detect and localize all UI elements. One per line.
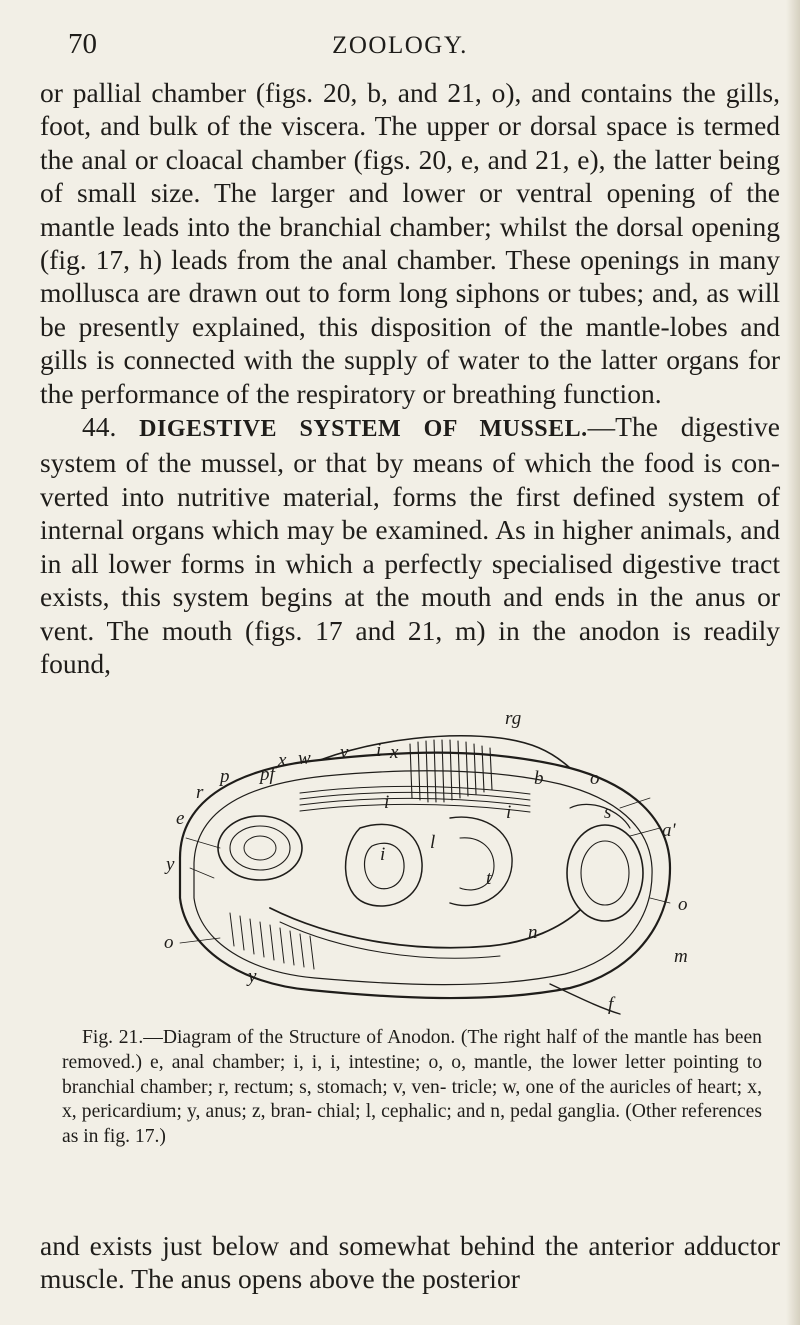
figure-label: p (220, 766, 230, 787)
text-line: organs for the performance of the respiratory or breathing (40, 344, 781, 409)
section-heading: DIGESTIVE SYSTEM OF MUSSEL. (139, 416, 588, 443)
text-line: perfectly specialised digestive tract exists, this system (40, 547, 781, 613)
running-head: ZOOLOGY. (332, 32, 468, 59)
text-line: drawn out to form long siphons or tubes; and, as will be (40, 277, 781, 342)
figure-label: rg (505, 708, 522, 729)
caption-line: tricle; w, one of the auricles of heart; x, x, pericardium; y, anus; z, bran- (62, 1076, 762, 1123)
text-line: function. (563, 377, 662, 409)
text-line: system of internal organs which may be examined. As (40, 480, 780, 546)
figure-label: r (196, 782, 204, 803)
text-line: or ventral opening of the mantle leads into the branchial (40, 177, 781, 242)
caption-line: lower letter pointing to branchial chamber; r, rectum; s, stomach; v, ven- (62, 1051, 762, 1098)
figure-label: pf (260, 764, 275, 785)
text-line: begins at the mouth and ends in the anus or vent. The (40, 581, 781, 646)
text-line: 21, e), the latter being of small size. The larger and lower (40, 143, 781, 209)
text-line: gills, foot, and bulk of the viscera. The upper or dorsal (40, 77, 781, 142)
text-line: adductor muscle. The anus opens above the posterior (40, 1230, 781, 1295)
figure-label: x (390, 742, 399, 763)
figure-label: i (384, 792, 390, 813)
caption-line: Fig. 21.—Diagram of the Structure of Anodon. (The right half of the mantle (82, 1027, 688, 1048)
caption-line: has been removed.) e, anal chamber; i, i, i, intestine; o, o, mantle, the (62, 1027, 762, 1073)
page-header (40, 28, 760, 68)
figure-label: t (486, 868, 492, 889)
figure-label: n (528, 922, 538, 943)
text-line: space is termed the anal or cloacal chamber (figs. 20, e, and (40, 110, 781, 175)
text-line: verted into nutritive material, forms the first defined (40, 480, 656, 512)
figure-label: x (278, 750, 287, 771)
anodon-diagram (150, 698, 710, 1018)
figure-label: v (340, 742, 349, 763)
figure-label: b (534, 768, 544, 789)
text-line: or pallial chamber (figs. 20, b, and 21, o), and contains the (40, 77, 716, 108)
figure-label: y (166, 854, 175, 875)
text-line: —The digestive system (40, 411, 780, 479)
page-number: 70 (68, 28, 97, 60)
page-edge-shadow (786, 0, 800, 1325)
figure-label: o (590, 768, 600, 789)
figure-label: o (164, 932, 174, 953)
paragraph-mouth-anus (40, 1229, 780, 1296)
figure-label: i (506, 802, 512, 823)
text-line: gills is connected with the supply of water to the latter (40, 344, 658, 376)
paragraph-digestive-system (40, 410, 780, 680)
figure-label: i (376, 740, 382, 761)
section-number: 44. (82, 411, 117, 443)
main-text-upper (40, 76, 780, 680)
text-line: and exists just below and somewhat behind the anterior (40, 1230, 674, 1261)
text-line: presently explained, this disposition of the mantle-lobes and (78, 310, 780, 342)
text-line: the anal chamber. These openings in many mollusca are (40, 244, 781, 309)
figure-label: y (248, 966, 257, 987)
figure-label: o (678, 894, 688, 915)
figure-label: a' (662, 820, 676, 841)
figure-caption (62, 1026, 762, 1150)
main-text-lower (40, 1229, 780, 1296)
paragraph-pallial-chamber (40, 76, 780, 410)
figure-label: l (430, 832, 436, 853)
text-line: mouth (figs. 17 and 21, m) in the anodon is readily found, (40, 614, 780, 679)
figure-label: i (380, 844, 386, 865)
figure-label: m (674, 946, 688, 967)
figure-label: f (608, 994, 614, 1015)
figure-label: e (176, 808, 185, 829)
figure-label: s (604, 802, 612, 823)
figure-label: w (298, 748, 311, 769)
caption-line: chial; l, cephalic; and n, pedal ganglia. (Other references as in fig. 17.) (62, 1101, 762, 1148)
text-line: chamber; whilst the dorsal opening (fig. 17, h) leads from (40, 210, 781, 276)
text-line: in higher animals, and in all lower forms in which a (40, 514, 780, 579)
text-line: of the mussel, or that by means of which the food is con- (125, 447, 780, 479)
